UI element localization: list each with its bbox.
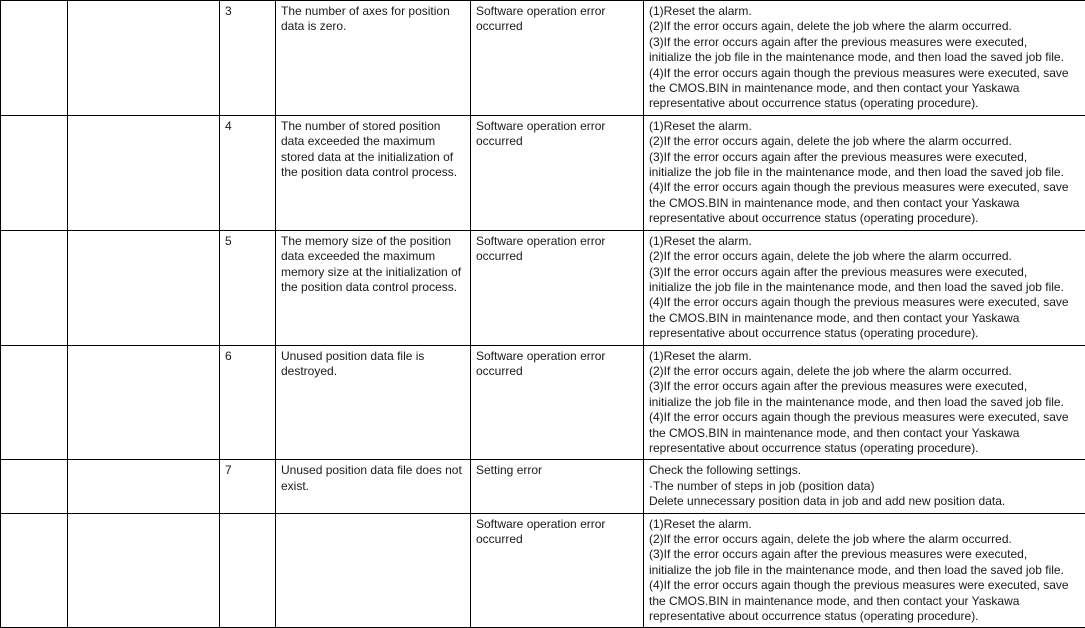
remedy-line: (1)Reset the alarm. [649, 517, 1081, 532]
remedy-line: (2)If the error occurs again, delete the job where the alarm occurred. [649, 249, 1081, 264]
remedy-line: initialize the job file in the maintenance mode, and then load the saved job file. [649, 165, 1081, 180]
alarm-name-cell [68, 460, 220, 513]
remedy-line: representative about occurrence status (operating procedure). [649, 96, 1081, 111]
cause-cell: Software operation error occurred [471, 115, 644, 230]
remedy-line: (1)Reset the alarm. [649, 4, 1081, 19]
remedy-cell [644, 345, 1085, 460]
table-row [1, 345, 1085, 460]
cause-cell: Setting error [471, 460, 644, 513]
remedy-line: (4)If the error occurs again though the previous measures were executed, save [649, 578, 1081, 593]
remedy-line: the CMOS.BIN in maintenance mode, and then contact your Yaskawa [649, 311, 1081, 326]
remedy-line: (1)Reset the alarm. [649, 349, 1081, 364]
remedy-line: the CMOS.BIN in maintenance mode, and then contact your Yaskawa [649, 81, 1081, 96]
remedy-line: (2)If the error occurs again, delete the job where the alarm occurred. [649, 532, 1081, 547]
alarm-code-cell [1, 230, 68, 345]
sub-code-cell: 6 [220, 345, 276, 460]
alarm-name-cell [68, 1, 220, 116]
remedy-line: representative about occurrence status (operating procedure). [649, 326, 1081, 341]
remedy-line: representative about occurrence status (operating procedure). [649, 211, 1081, 226]
cause-cell: Software operation error occurred [471, 345, 644, 460]
alarm-name-cell [68, 513, 220, 628]
sub-code-cell: 5 [220, 230, 276, 345]
remedy-line: (3)If the error occurs again after the previous measures were executed, [649, 150, 1081, 165]
remedy-cell [644, 460, 1085, 513]
remedy-line: (1)Reset the alarm. [649, 119, 1081, 134]
table-row [1, 1, 1085, 116]
remedy-cell [644, 513, 1085, 628]
remedy-line: (3)If the error occurs again after the previous measures were executed, [649, 547, 1081, 562]
meaning-cell: Unused position data file does not exist. [276, 460, 471, 513]
table-row [1, 460, 1085, 513]
alarm-code-cell [1, 1, 68, 116]
remedy-line: the CMOS.BIN in maintenance mode, and then contact your Yaskawa [649, 196, 1081, 211]
meaning-cell: The memory size of the position data exceeded the maximum memory size at the initialization of the position data control process. [276, 230, 471, 345]
remedy-line: (3)If the error occurs again after the previous measures were executed, [649, 379, 1081, 394]
meaning-cell: The number of axes for position data is zero. [276, 1, 471, 116]
remedy-line: the CMOS.BIN in maintenance mode, and then contact your Yaskawa [649, 594, 1081, 609]
remedy-line: Delete unnecessary position data in job and add new position data. [649, 494, 1081, 509]
table-row [1, 230, 1085, 345]
remedy-line: representative about occurrence status (operating procedure). [649, 441, 1081, 456]
remedy-line: representative about occurrence status (operating procedure). [649, 609, 1081, 624]
table-row [1, 115, 1085, 230]
remedy-cell [644, 115, 1085, 230]
sub-code-cell [220, 513, 276, 628]
remedy-line: initialize the job file in the maintenance mode, and then load the saved job file. [649, 563, 1081, 578]
alarm-table-body [1, 1, 1085, 628]
alarm-code-cell [1, 345, 68, 460]
remedy-line: (3)If the error occurs again after the previous measures were executed, [649, 265, 1081, 280]
remedy-line: (4)If the error occurs again though the previous measures were executed, save [649, 410, 1081, 425]
remedy-line: initialize the job file in the maintenance mode, and then load the saved job file. [649, 280, 1081, 295]
alarm-name-cell [68, 115, 220, 230]
remedy-line: ·The number of steps in job (position data) [649, 479, 1081, 494]
sub-code-cell: 3 [220, 1, 276, 116]
alarm-code-cell [1, 513, 68, 628]
alarm-name-cell [68, 345, 220, 460]
cause-cell: Software operation error occurred [471, 230, 644, 345]
meaning-cell: Unused position data file is destroyed. [276, 345, 471, 460]
alarm-code-cell [1, 460, 68, 513]
cause-cell: Software operation error occurred [471, 1, 644, 116]
remedy-line: (2)If the error occurs again, delete the job where the alarm occurred. [649, 19, 1081, 34]
remedy-line: initialize the job file in the maintenance mode, and then load the saved job file. [649, 395, 1081, 410]
remedy-line: (2)If the error occurs again, delete the job where the alarm occurred. [649, 364, 1081, 379]
remedy-line: (4)If the error occurs again though the previous measures were executed, save [649, 180, 1081, 195]
remedy-line: Check the following settings. [649, 463, 1081, 478]
remedy-line: initialize the job file in the maintenance mode, and then load the saved job file. [649, 50, 1081, 65]
table-row [1, 513, 1085, 628]
remedy-line: (1)Reset the alarm. [649, 234, 1081, 249]
cause-cell: Software operation error occurred [471, 513, 644, 628]
remedy-cell [644, 1, 1085, 116]
sub-code-cell: 4 [220, 115, 276, 230]
remedy-cell [644, 230, 1085, 345]
remedy-line: (4)If the error occurs again though the previous measures were executed, save [649, 66, 1081, 81]
meaning-cell [276, 513, 471, 628]
remedy-line: (2)If the error occurs again, delete the job where the alarm occurred. [649, 134, 1081, 149]
alarm-name-cell [68, 230, 220, 345]
alarm-code-cell [1, 115, 68, 230]
sub-code-cell: 7 [220, 460, 276, 513]
remedy-line: the CMOS.BIN in maintenance mode, and then contact your Yaskawa [649, 426, 1081, 441]
remedy-line: (4)If the error occurs again though the previous measures were executed, save [649, 295, 1081, 310]
meaning-cell: The number of stored position data exceeded the maximum stored data at the initialization of the position data control process. [276, 115, 471, 230]
remedy-line: (3)If the error occurs again after the previous measures were executed, [649, 35, 1081, 50]
